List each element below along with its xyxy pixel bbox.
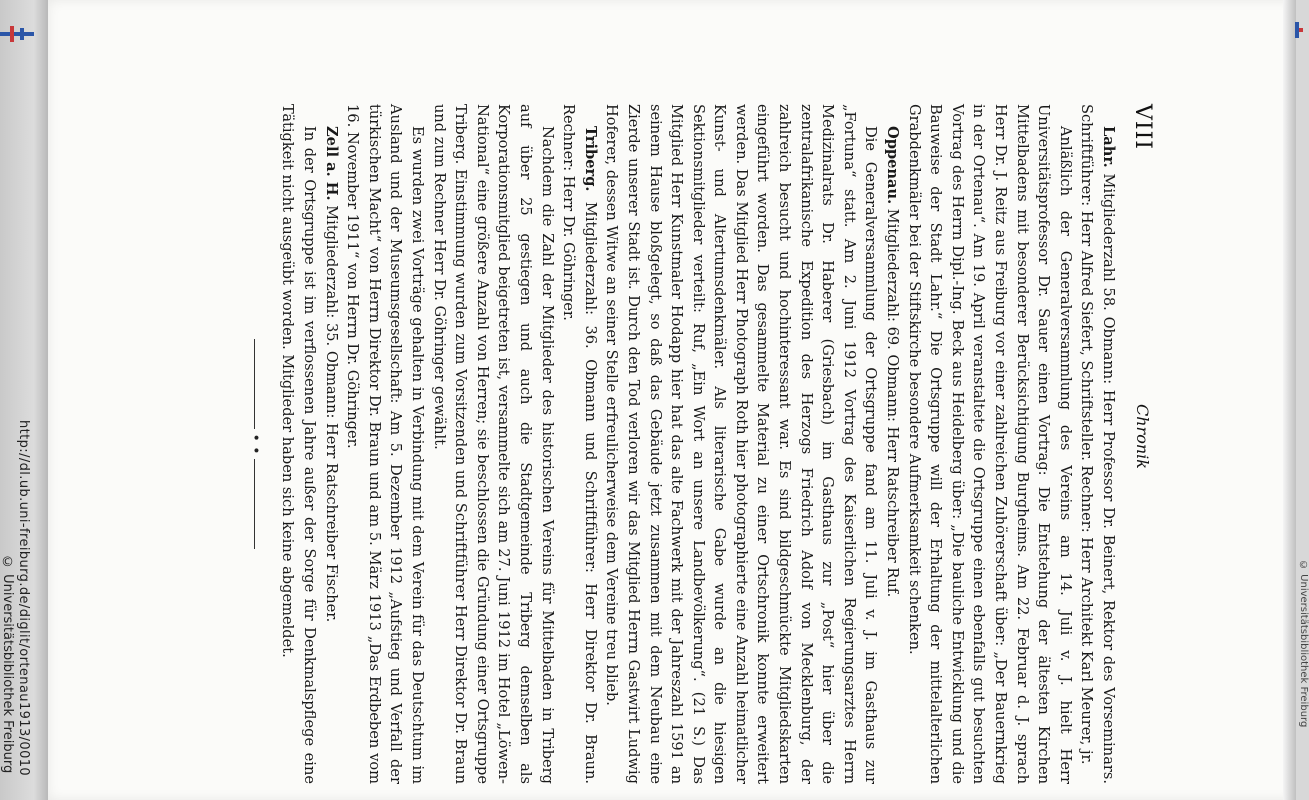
url-watermark: http://dl.ub.uni-freiburg.de/diglit/ortenau1913/0010 — [16, 420, 31, 777]
body-text — [277, 104, 1119, 784]
paragraph-text: Mitgliederzahl: 35. Obmann: Herr Ratschreiber Fischer. — [322, 200, 340, 623]
section-place-name: Triberg. — [581, 126, 599, 192]
page-content-rotated — [247, 104, 1155, 784]
section-place-name: Zell a. H. — [322, 126, 340, 201]
copyright-watermark: © Universitätsbibliothek Freiburg — [0, 555, 15, 774]
page-header — [1125, 104, 1155, 784]
paragraph — [903, 104, 1076, 784]
paragraph — [881, 104, 903, 784]
paragraph — [277, 104, 320, 784]
paragraph-text: Mitgliederzahl: 36. Obmann und Schriftführer: Herr Direktor Dr. Braun. Rechner: Herr Dr. Göhringer. — [560, 104, 599, 784]
page-number: VIII — [1130, 104, 1155, 150]
paragraph-text: Die Generalversammlung der Ortsgruppe fand am 11. Juli v. J. im Gasthaus zur „Fortuna“ statt. Am 2. Juni 1912 Vortrag des Kaiserlichen Regierungsarztes Herrn Medizinalrats Dr. Haberer (Griesbach) im Gasthaus zur „Post“ hier über die zentralafrikanische Expedition des Herzogs Friedrich Adolf von Mecklenburg, der zahlreich besucht und hochinteressant war. Es sind bildgeschmückte Mitgliedskarten eingeführt worden. Das gesammelte Material zu einer Ortschronik konnte erweitert werden. Das Mitglied Herr Photograph Roth hier photographierte eine Anzahl heimatlicher Kunst- und Altertumsdenkmäler. Als literarische Gabe wurde an die hiesigen Sektionsmitglieder verteilt: Ruf, „Ein Wort an unsere Landbevölkerung“. (21 S.) Das Mitglied Herr Kunstmaler Hodapp hier hat das alte Fachwerk mit der Jahreszahl 1591 an seinem Hause bloßgelegt, so daß das Gebäude jetzt zusammen mit dem Neubau eine Zierde unserer Stadt ist. Durch den Tod verloren wir das Mitglied Herrn Gastwirt Ludwig Hoferer, dessen Witwe an seiner Stelle erfreulicherweise dem Vereine treu blieb. — [603, 104, 880, 784]
paragraph-text: Nachdem die Zahl der Mitglieder des historischen Vereins für Mittelbaden in Triberg auf über 25 gestiegen und auch die Stadtgemeinde Triberg demselben als Korporationsmitglied beigetreten ist, versammelte sich am 27. Juni 1912 im Hotel „Löwen-National“ eine größere Anzahl von Herren; sie beschlossen die Gründung einer Ortsgruppe Triberg. Einstimmung wurden zum Vorsitzenden und Schriftführer Herr Direktor Dr. Braun und zum Rechner Herr Dr. Göhringer gewählt. — [430, 104, 556, 784]
paragraph — [320, 104, 342, 784]
page-edge — [1283, 0, 1296, 800]
paragraph — [601, 104, 882, 784]
paragraph — [558, 104, 601, 784]
viewer-right-mark-icon — [1295, 22, 1303, 38]
paragraph-text: Mitgliederzahl 58. Obmann: Herr Professor Dr. Beinert, Rektor des Vorseminars. Schriftführer: Herr Alfred Siefert, Schriftsteller. Rechner: Herr Architekt Karl Meurer, jr. — [1078, 104, 1117, 784]
section-end-ornament: • • — [247, 104, 263, 784]
section-place-name: Oppenau. — [884, 126, 902, 205]
paragraph-text: Mitgliederzahl: 69. Obmann: Herr Ratschreiber Ruf. — [884, 204, 902, 598]
paragraph — [342, 104, 428, 784]
right-edge-watermark: © Universitätsbibliothek Freiburg — [1298, 560, 1309, 728]
viewer-left-margin — [0, 0, 48, 800]
paragraph-text: In der Ortsgruppe ist im verflossenen Jahre außer der Sorge für Denkmalspflege eine Tätigkeit nicht ausgeübt worden. Mitglieder haben sich keine abgemeldet. — [279, 104, 319, 784]
paragraph — [1076, 104, 1119, 784]
section-place-name: Lahr. — [1100, 126, 1117, 168]
paragraph-text: Es wurden zwei Vorträge gehalten in Verbindung mit dem Verein für das Deutschtum im Ausland und der Museumsgesellschaft: Am 5. Dezember 1912 „Aufstieg und Verfall der türkischen Macht“ von Herrn Direktor Dr. Braun und am 5. März 1913 „Das Erdbeben vom 16. November 1911“ von Herrn Dr. Göhringer. — [344, 104, 426, 784]
running-title: Chronik — [1133, 404, 1152, 469]
viewer-logo-icon — [0, 26, 34, 42]
paragraph-text: Anläßlich der Generalversammlung des Vereins am 14. Juli v. J. hielt Herr Universitätsprofessor Dr. Sauer einen Vortrag: Die Entstehung der ältesten Kirchen Mittelbadens mit besonderer Berücksichtigung Burgheims. Am 22. Februar d. J. sprach Herr Dr. J. Reitz aus Freiburg vor einer zahlreichen Zuhörerschaft über: „Der Bauernkrieg in der Ortenau“. Am 19. April veranstaltete die Ortsgruppe einen ebenfalls gut besuchten Vortrag des Herrn Dipl.-Ing. Beck aus Heidelberg über: „Die bauliche Entwicklung und die Bauweise der Stadt Lahr.“ Die Ortsgruppe will der Erhaltung der mittelalterlichen Grabdenkmäler bei der Stiftskirche besondere Aufmerksamkeit schenken. — [905, 104, 1074, 784]
paragraph — [428, 104, 558, 784]
